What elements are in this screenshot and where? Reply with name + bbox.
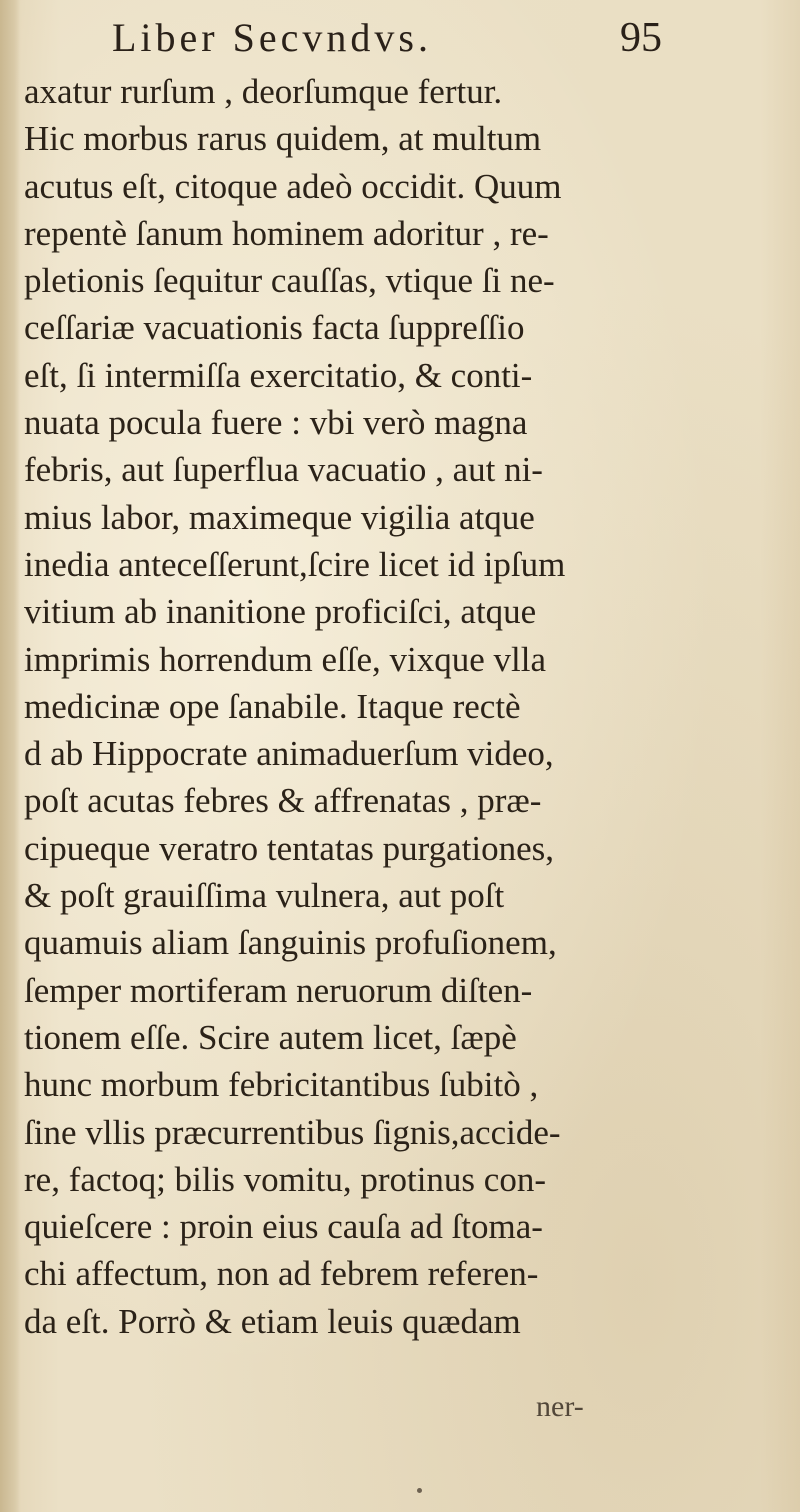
text-line: pletionis ſequitur cauſſas, vtique ſi ne- [24,261,555,301]
text-line: inedia anteceſſerunt,ſcire licet id ipſum [24,544,566,584]
text-line: imprimis horrendum eſſe, vixque vlla [24,639,546,679]
text-line: repentè ſanum hominem adoritur , re- [24,213,549,253]
text-line: hunc morbum febricitantibus ſubitò , [24,1065,539,1105]
text-line: axatur rurſum , deorſumque fertur. [24,72,503,111]
text-line: & poſt grauiſſima vulnera, aut poſt [24,876,505,916]
page-number: 95 [620,15,662,61]
text-line: cipueque veratro tentatas purgationes, [24,828,554,868]
text-line: ſemper mortiferam neruorum diſten- [24,970,533,1010]
text-line: re, factoq; bilis vomitu, protinus con- [24,1159,546,1199]
text-line: quamuis aliam ſanguinis profuſionem, [24,923,557,963]
text-line: Hic morbus rarus quidem, at multum [24,119,542,159]
text-line: nuata pocula fuere : vbi verò magna [24,403,528,443]
text-line: da eſt. Porrò & etiam leuis quædam [24,1301,521,1341]
text-line: vitium ab inanitione proficiſci, atque [24,592,537,632]
catchword: ner- [536,1390,584,1423]
text-line: ſine vllis præcurrentibus ſignis,accide- [24,1112,561,1152]
text-line: eſt, ſi intermiſſa exercitatio, & conti- [24,355,533,395]
running-head: Liber Secvndvs. [112,15,432,60]
text-line: quieſcere : proin eius cauſa ad ſtoma- [24,1207,543,1247]
text-line: poſt acutas febres & affrenatas , præ- [24,781,542,821]
text-line: d ab Hippocrate animaduerſum video, [24,734,554,774]
text-line: chi affectum, non ad febrem referen- [24,1254,539,1294]
body-text [24,68,654,1345]
text-line: mius labor, maximeque vigilia atque [24,497,535,537]
ink-speck [417,1488,422,1493]
text-line: medicinæ ope ſanabile. Itaque rectè [24,686,521,726]
page-gutter [0,0,20,1512]
page-header [112,14,662,70]
text-line: ceſſariæ vacuationis facta ſuppreſſio [24,308,525,348]
text-line: febris, aut ſuperflua vacuatio , aut ni- [24,450,543,490]
text-line: acutus eſt, citoque adeò occidit. Quum [24,166,562,206]
text-line: tionem eſſe. Scire autem licet, ſæpè [24,1017,517,1057]
